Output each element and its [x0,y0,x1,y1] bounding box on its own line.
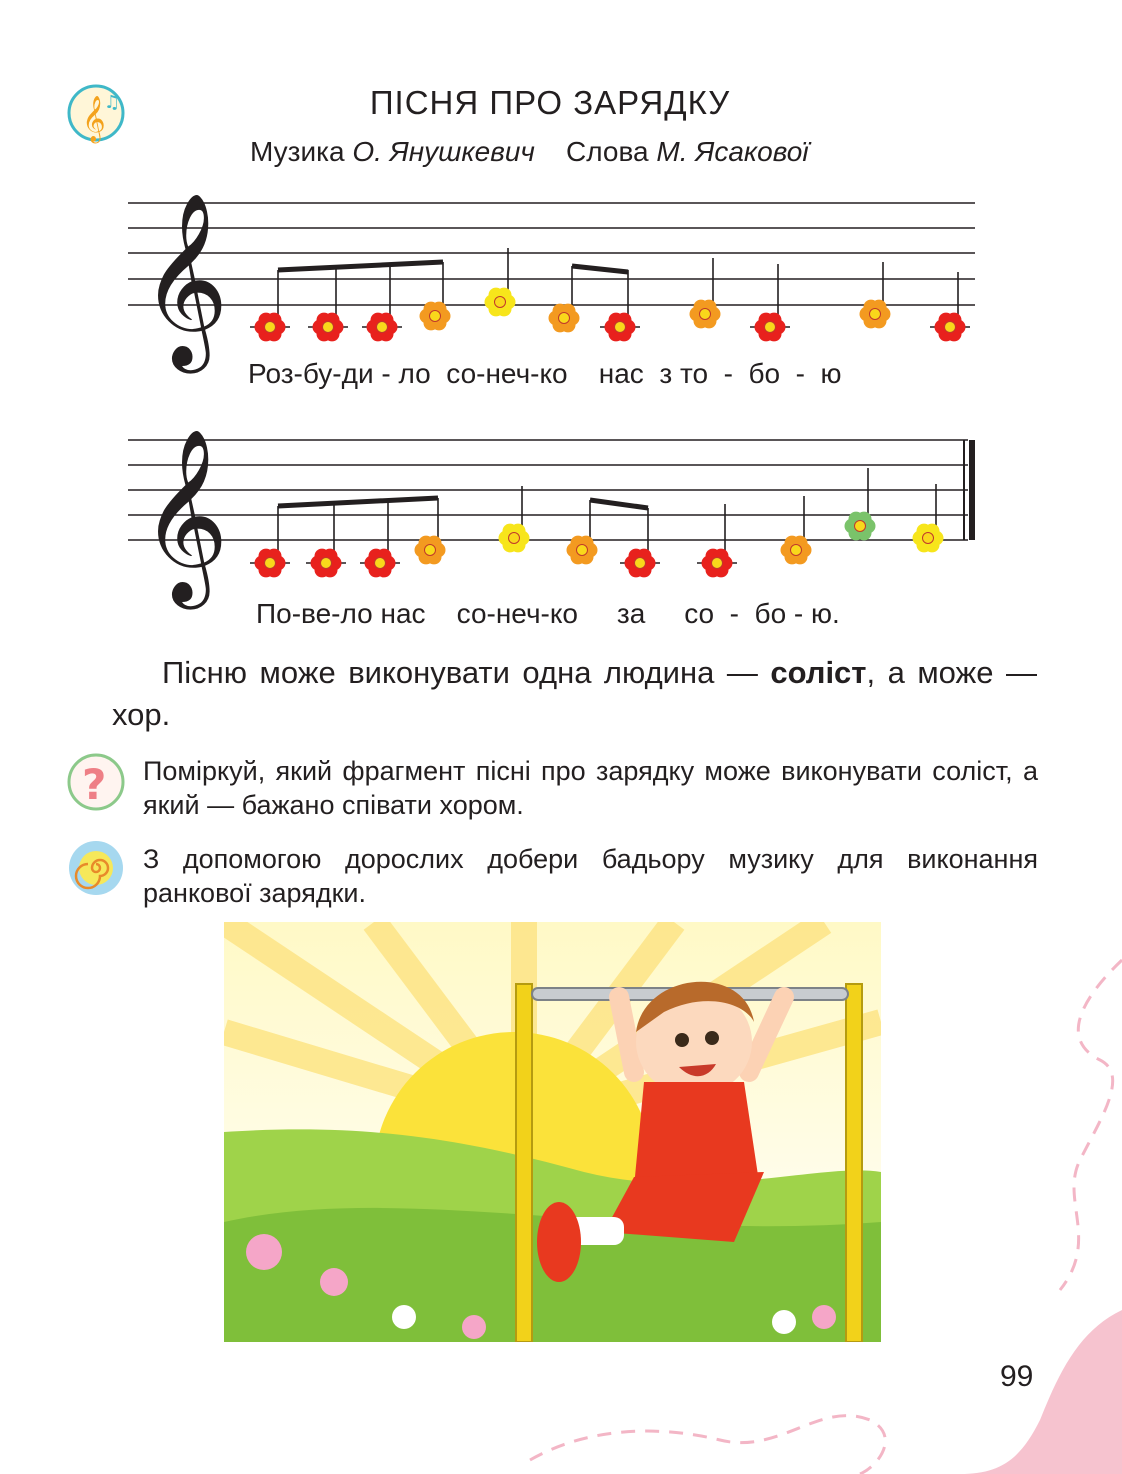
para-text-2: , а може — хор. [112,655,1037,732]
para-bold-term: соліст [770,655,867,690]
spiral-creative-icon [66,838,126,898]
music-label: Музика [250,136,345,167]
task-music-choice: З допомогою дорослих добери бадьору музику для виконання ранкової зарядки. [143,844,1038,908]
para-text-1: Пісню може виконувати одна людина — [161,655,771,690]
song-title: ПІСНЯ ПРО ЗАРЯДКУ [369,84,731,121]
treble-clef-icon: 𝄞 [140,192,229,366]
song-credits [250,136,809,168]
svg-text:?: ? [82,760,107,809]
task-think: Поміркуй, який фрагмент пісні про зарядку може виконувати соліст, а який — бажано співати хором. [143,756,1038,820]
composer-name: О. Янушкевич [352,136,535,167]
question-mark-icon [66,752,126,812]
svg-text:𝄞: 𝄞 [82,96,106,142]
soloist-paragraph [112,652,1037,736]
svg-text:♫: ♫ [104,92,121,113]
lyrics-line-2: По-ве-ло нас со-неч-ко за со - бо - ю. [256,598,840,629]
page-number: 99 [1000,1360,1034,1393]
lyrics-line-1: Роз-бу-ди - ло со-неч-ко нас з то - бо - ю [248,358,842,389]
lyricist-name: М. Ясакової [656,136,809,167]
treble-clef-icon: 𝄞 [140,428,229,602]
words-label: Слова [566,136,649,167]
boy-on-bar-illustration [224,922,881,1342]
